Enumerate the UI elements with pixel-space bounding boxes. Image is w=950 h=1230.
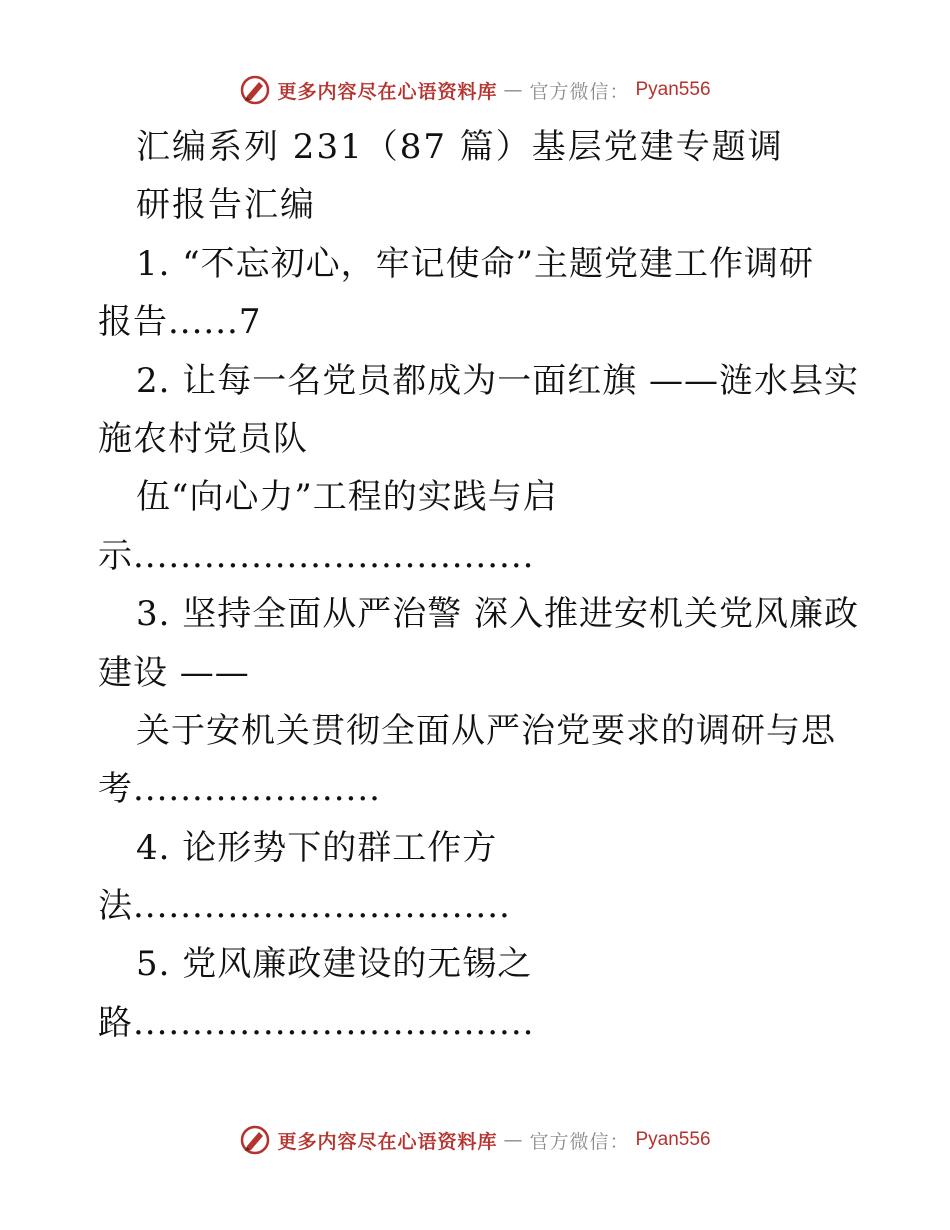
toc-line: 考.....................: [98, 769, 381, 810]
table-of-contents: [98, 235, 868, 1052]
toc-line: 1. “不忘初心，牢记使命”主题党建工作调研: [136, 243, 815, 284]
toc-line: 建设 ——: [98, 652, 250, 693]
pen-logo-icon: [239, 74, 271, 106]
footer-watermark: [0, 1122, 950, 1158]
pen-logo-icon: [239, 1124, 271, 1156]
watermark-dash: —: [503, 1129, 524, 1151]
toc-line: 施农村党员队: [98, 418, 308, 459]
watermark-wechat-id: Pyan556: [635, 1129, 711, 1150]
toc-line: 示..................................: [98, 535, 535, 576]
watermark-brand: 更多内容尽在心语资料库: [277, 80, 498, 103]
document-title-line-2: 研报告汇编: [136, 185, 316, 226]
toc-line: 伍“向心力”工程的实践与启: [136, 477, 558, 518]
watermark-dash: —: [503, 79, 524, 101]
watermark-label: 官方微信：: [529, 80, 630, 103]
document-title-line-1: 汇编系列 231（87 篇）基层党建专题调: [136, 127, 784, 167]
toc-line: 报告......7: [98, 302, 262, 343]
watermark-label: 官方微信：: [529, 1130, 630, 1153]
toc-line: 关于安机关贯彻全面从严治党要求的调研与思: [136, 710, 836, 751]
header-watermark: [0, 72, 950, 108]
toc-line: 5. 党风廉政建设的无锡之: [136, 944, 533, 985]
toc-line: 2. 让每一名党员都成为一面红旗 ——涟水县实: [136, 360, 860, 401]
toc-line: 3. 坚持全面从严治警 深入推进安机关党风廉政: [136, 594, 860, 635]
toc-line: 路..................................: [98, 1002, 535, 1043]
toc-line: 4. 论形势下的群工作方: [136, 827, 498, 868]
watermark-brand: 更多内容尽在心语资料库: [277, 1130, 498, 1153]
toc-line: 法................................: [98, 886, 511, 927]
document-body: [98, 118, 868, 1052]
watermark-wechat-id: Pyan556: [635, 79, 711, 100]
